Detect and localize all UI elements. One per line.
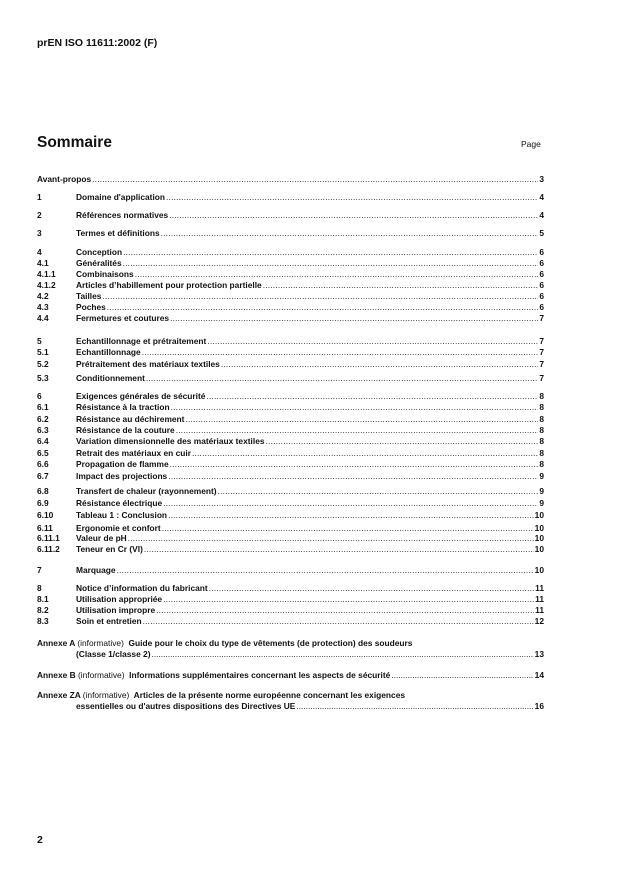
toc-entry[interactable]: [37, 498, 544, 509]
toc-entry-number: 4.1: [37, 258, 49, 268]
toc-entry-number: 6.6: [37, 459, 49, 469]
toc-entry[interactable]: [37, 347, 544, 358]
dot-leader: [296, 701, 533, 712]
toc-entry-number: 5.1: [37, 347, 49, 357]
dot-leader: [152, 649, 534, 660]
toc-entry-page: 8: [539, 425, 544, 435]
toc-entry[interactable]: [37, 313, 544, 324]
toc-entry-page: 12: [534, 616, 544, 626]
toc-entry-title: Utilisation appropriée: [76, 594, 163, 604]
dot-leader: [168, 471, 538, 482]
annex-title-cont: (Classe 1/classe 2): [76, 649, 151, 659]
annex-page: 16: [534, 701, 544, 711]
toc-entry-number: 1: [37, 192, 42, 202]
toc-entry-page: 11: [535, 583, 544, 593]
toc-entry-number: 6.10: [37, 510, 54, 520]
dot-leader: [170, 459, 539, 470]
toc-entry-number: 6.5: [37, 448, 49, 458]
toc-entry-number: 6.9: [37, 498, 49, 508]
toc-entry-title: Ergonomie et confort: [76, 523, 161, 533]
toc-entry[interactable]: [37, 486, 544, 497]
annex-page: 13: [534, 649, 544, 659]
toc-entry-page: 7: [539, 336, 544, 346]
toc-entry-number: 4.4: [37, 313, 49, 323]
toc-entry-title: Impact des projections: [76, 471, 168, 481]
toc-entry[interactable]: [37, 373, 544, 384]
toc-entry-page: 5: [539, 228, 544, 238]
dot-leader: [92, 174, 538, 185]
dot-leader: [135, 269, 539, 280]
toc-entry-title: Utilisation impropre: [76, 605, 156, 615]
toc-entry-title: Termes et définitions: [76, 228, 160, 238]
toc-entry-number: 7: [37, 565, 42, 575]
toc-entry-title: Prétraitement des matériaux textiles: [76, 359, 220, 369]
toc-entry-page: 7: [539, 359, 544, 369]
toc-entry[interactable]: [37, 228, 544, 239]
annex-info: (informative): [82, 690, 130, 700]
toc-entry-page: 9: [539, 486, 544, 496]
toc-entry[interactable]: [37, 280, 544, 291]
toc-entry-number: 4.1.1: [37, 269, 56, 279]
dot-leader: [206, 391, 538, 402]
toc-entry[interactable]: [37, 210, 544, 221]
dot-leader: [128, 533, 534, 544]
toc-entry-title: Poches: [76, 302, 106, 312]
toc-entry-title: Marquage: [76, 565, 116, 575]
toc-entry[interactable]: [37, 269, 544, 280]
dot-leader: [391, 670, 533, 681]
toc-entry-title: Combinaisons: [76, 269, 134, 279]
toc-entry-page: 9: [539, 471, 544, 481]
annex-info: (informative): [77, 670, 125, 680]
toc-entry-number: 6.11.2: [37, 544, 60, 554]
toc-entry-page: 3: [539, 174, 544, 184]
toc-entry-number: 5: [37, 336, 42, 346]
toc-entry-title: Notice d’information du fabricant: [76, 583, 208, 593]
toc-entry[interactable]: [37, 174, 544, 185]
toc-entry[interactable]: [37, 605, 544, 616]
toc-entry-title: Résistance à la traction: [76, 402, 170, 412]
dot-leader: [192, 448, 538, 459]
dot-leader: [170, 313, 538, 324]
toc-entry-title: Généralités: [76, 258, 122, 268]
toc-entry-number: 8.1: [37, 594, 49, 604]
toc-entry[interactable]: [37, 414, 544, 425]
toc-entry[interactable]: [37, 425, 544, 436]
dot-leader: [123, 258, 539, 269]
document-identifier: prEN ISO 11611:2002 (F): [37, 37, 158, 49]
toc-entry-page: 9: [539, 498, 544, 508]
toc-entry-title: Références normatives: [76, 210, 169, 220]
toc-entry[interactable]: [37, 459, 544, 470]
dot-leader: [123, 247, 538, 258]
toc-entry-title: Conception: [76, 247, 123, 257]
toc-entry-page: 4: [539, 192, 544, 202]
toc-entry-number: 4: [37, 247, 42, 257]
annex-title: Guide pour le choix du type de vêtements (de protection) des soudeurs: [128, 638, 413, 648]
dot-leader: [171, 402, 539, 413]
toc-entry-page: 7: [539, 313, 544, 323]
toc-entry-title: Avant-propos: [37, 174, 92, 184]
toc-entry-number: 6: [37, 391, 42, 401]
toc-entry-page: 11: [535, 594, 544, 604]
toc-entry-page: 11: [535, 605, 544, 615]
dot-leader: [185, 414, 538, 425]
toc-entry[interactable]: [37, 192, 544, 203]
toc-entry-number: 2: [37, 210, 42, 220]
toc-entry-number: 6.11: [37, 523, 53, 533]
annex-title: Informations supplémentaires concernant les aspects de sécurité: [129, 670, 391, 680]
toc-entry-number: 4.3: [37, 302, 49, 312]
toc-entry-number: 6.1: [37, 402, 49, 412]
dot-leader: [146, 373, 538, 384]
dot-leader: [221, 359, 538, 370]
toc-entry-title: Résistance de la couture: [76, 425, 175, 435]
toc-entry-title: Transfert de chaleur (rayonnement): [76, 486, 217, 496]
dot-leader: [169, 210, 538, 221]
toc-entry[interactable]: [37, 359, 544, 370]
annex-title-cont: essentielles ou d'autres dispositions des Directives UE: [76, 701, 296, 711]
toc-entry[interactable]: [37, 247, 544, 258]
toc-entry-number: 8: [37, 583, 42, 593]
dot-leader: [266, 436, 539, 447]
toc-entry-page: 8: [539, 414, 544, 424]
toc-entry-title: Tableau 1 : Conclusion: [76, 510, 168, 520]
toc-entry-number: 5.3: [37, 373, 49, 383]
annex-label: Annexe A: [37, 638, 76, 648]
toc-entry-page: 8: [539, 459, 544, 469]
toc-entry[interactable]: [37, 583, 544, 594]
toc-annex-za[interactable]: [37, 690, 544, 712]
toc-entry[interactable]: [37, 510, 544, 521]
toc-entry[interactable]: [37, 336, 544, 347]
toc-entry[interactable]: [37, 436, 544, 447]
toc-entry[interactable]: [37, 594, 544, 605]
toc-entry-number: 6.2: [37, 414, 49, 424]
toc-entry-title: Tailles: [76, 291, 102, 301]
toc-entry-title: Fermetures et coutures: [76, 313, 170, 323]
dot-leader: [163, 498, 538, 509]
dot-leader: [102, 291, 538, 302]
dot-leader: [166, 192, 538, 203]
dot-leader: [143, 616, 534, 627]
dot-leader: [218, 486, 539, 497]
toc-entry-title: Variation dimensionnelle des matériaux textiles: [76, 436, 265, 446]
toc-entry-number: 5.2: [37, 359, 49, 369]
toc-entry[interactable]: [37, 471, 544, 482]
toc-entry[interactable]: [37, 402, 544, 413]
dot-leader: [207, 336, 538, 347]
annex-label: Annexe ZA: [37, 690, 81, 700]
toc-entry[interactable]: [37, 302, 544, 313]
toc-entry[interactable]: [37, 533, 544, 544]
dot-leader: [156, 605, 534, 616]
page-column-label: Page: [521, 139, 541, 149]
toc-entry-page: 4: [539, 210, 544, 220]
toc-entry[interactable]: [37, 291, 544, 302]
dot-leader: [168, 510, 534, 521]
toc-entry-page: 6: [539, 280, 544, 290]
toc-entry-number: 6.8: [37, 486, 49, 496]
toc-annex-a[interactable]: [37, 638, 544, 660]
dot-leader: [107, 302, 539, 313]
dot-leader: [142, 347, 539, 358]
toc-entry-title: Teneur en Cr (VI): [76, 544, 143, 554]
toc-entry-page: 6: [539, 302, 544, 312]
annex-title: Articles de la présente norme européenne concernant les exigences: [133, 690, 406, 700]
toc-entry-page: 8: [539, 448, 544, 458]
toc-annex-b[interactable]: [37, 670, 544, 681]
toc-entry-page: 8: [539, 391, 544, 401]
toc-entry-page: 8: [539, 436, 544, 446]
toc-entry-number: 6.7: [37, 471, 49, 481]
toc-entry-number: 8.2: [37, 605, 49, 615]
toc-entry-page: 10: [534, 565, 544, 575]
toc-entry-title: Valeur de pH: [76, 533, 127, 543]
toc-entry-number: 8.3: [37, 616, 49, 626]
toc-entry-title: Echantillonnage et prétraitement: [76, 336, 207, 346]
toc-entry-page: 7: [539, 347, 544, 357]
toc-entry-page: 6: [539, 258, 544, 268]
toc-entry-number: 3: [37, 228, 42, 238]
toc-entry-number: 6.11.1: [37, 533, 60, 543]
annex-info: (informative): [77, 638, 124, 648]
toc-entry-page: 10: [534, 533, 544, 543]
toc-entry-page: 10: [534, 510, 544, 520]
toc-entry-title: Propagation de flamme: [76, 459, 169, 469]
toc-entry-page: 7: [539, 373, 544, 383]
page-number: 2: [37, 834, 43, 846]
toc-heading: Sommaire: [37, 134, 112, 151]
toc-entry-title: Soin et entretien: [76, 616, 142, 626]
toc-entry-number: 6.4: [37, 436, 49, 446]
dot-leader: [263, 280, 539, 291]
toc-entry[interactable]: [37, 544, 544, 555]
toc-entry-title: Conditionnement: [76, 373, 145, 383]
toc-entry-page: 6: [539, 247, 544, 257]
toc-entry-page: 10: [534, 523, 544, 533]
annex-label: Annexe B: [37, 670, 76, 680]
toc-entry-page: 6: [539, 269, 544, 279]
dot-leader: [161, 228, 539, 239]
toc-entry-page: 10: [534, 544, 544, 554]
toc-entry[interactable]: [37, 616, 544, 627]
toc-entry-title: Résistance au déchirement: [76, 414, 185, 424]
toc-entry-page: 6: [539, 291, 544, 301]
toc-entry-title: Exigences générales de sécurité: [76, 391, 206, 401]
toc-entry-page: 8: [539, 402, 544, 412]
dot-leader: [163, 594, 534, 605]
dot-leader: [176, 425, 539, 436]
toc-entry[interactable]: [37, 448, 544, 459]
toc-entry-title: Echantillonnage: [76, 347, 141, 357]
toc-entry-title: Domaine d'application: [76, 192, 166, 202]
toc-entry-title: Articles d’habillement pour protection partielle: [76, 280, 262, 290]
toc-entry-number: 6.3: [37, 425, 49, 435]
dot-leader: [117, 565, 534, 576]
toc-entry[interactable]: [37, 391, 544, 402]
toc-entry[interactable]: [37, 565, 544, 576]
dot-leader: [209, 583, 534, 594]
toc-entry[interactable]: [37, 258, 544, 269]
toc-entry-title: Retrait des matériaux en cuir: [76, 448, 191, 458]
toc-entry-title: Résistance électrique: [76, 498, 163, 508]
dot-leader: [144, 544, 534, 555]
toc-entry-number: 4.2: [37, 291, 49, 301]
annex-page: 14: [534, 670, 544, 680]
toc-entry-number: 4.1.2: [37, 280, 56, 290]
